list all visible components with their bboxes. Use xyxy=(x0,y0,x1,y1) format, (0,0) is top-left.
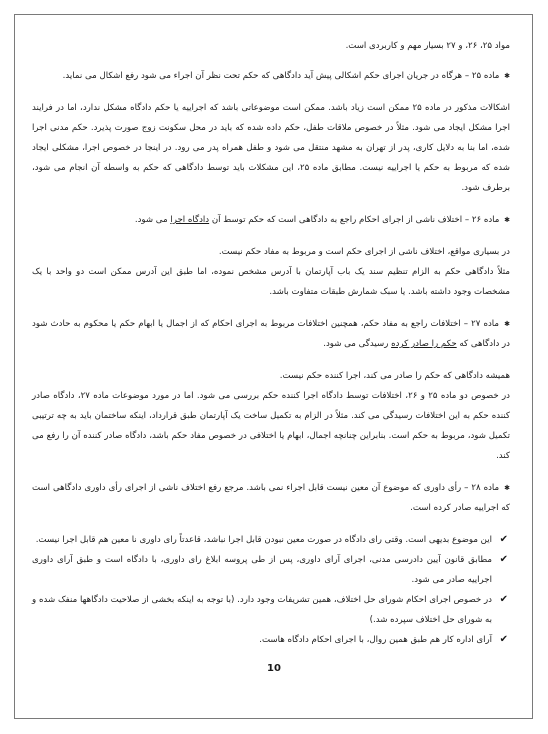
article-25-explanation: اشکالات مذکور در ماده ۲۵ ممکن است زیاد باشد. ممکن است موضوعاتی باشد که اجراییه یا حکم دادگاه مشکل ندارد، اما در فرایند اجرا مشکل ایجاد می شود. مثلاً در خصوص ملاقات طفل، حکم داده شده که باید در محل سکونت زوج صورت پذیرد. حکم مدنی اجرا شده، اما بنا به دلایل کاری، پدر از تهران به مشهد منتقل می شود و طفل همراه پدر می رود. در اینجا در خصوص اجرا، مشکلی ایجاد شده که مربوط به حکم یا اجراییه نیست. مطابق ماده ۲۵، این مشکلات باید توسط دادگاهی که حکم به واسطه آن انجام می شود، برطرف شود. xyxy=(32,103,510,193)
article-27 xyxy=(32,314,510,354)
page-number: 10 xyxy=(267,663,281,674)
list-item-text: این موضوع بدیهی است. وقتی رای دادگاه در صورت معین نبودن قابل اجرا نباشد، قاعدتاً رای داوری نا معین هم قابل اجرا نیست. xyxy=(35,535,492,545)
list-item xyxy=(32,550,510,590)
list-item-text: در خصوص اجرای احکام شورای حل اختلاف، همین تشریفات وجود دارد. (با توجه به اینکه بخشی از صلاحیت دادگاهها منفک شده و به شورای حل اختلاف سپرده شد.) xyxy=(32,595,492,625)
article-26-underlined: دادگاه اجرا xyxy=(170,215,210,225)
checkmark-icon: ✔ xyxy=(499,554,508,565)
article-25 xyxy=(32,66,510,86)
article-27-explanation: در خصوص دو ماده ۲۵ و ۲۶، اختلافات توسط دادگاه اجرا کننده حکم بررسی می شود. اما در مورد موضوعات ماده ۲۷، دادگاه صادر کننده حکم به این اختلافات رسیدگی می کند. مثلاً در الزام به تکمیل ساخت یک آپارتمان طبق قرارداد، اینکه ساختمان باید به چه ترتیبی تکمیل شود، مربوط به حکم است. بنابراین چنانچه اجمال، ابهام یا اختلافی در خصوص مفاد حکم باشد، دادگاه صادر کننده آن را رفع می کند. xyxy=(32,391,511,461)
article-27-underlined: حکم را صادر کرده xyxy=(391,339,457,349)
checkmark-icon: ✔ xyxy=(499,534,508,545)
star-bullet-icon: ✱ xyxy=(504,320,510,328)
document-body xyxy=(32,36,510,650)
list-item-text: آرای اداره کار هم طبق همین روال، با اجرای احکام دادگاه هاست. xyxy=(259,635,492,645)
list-item xyxy=(32,590,510,630)
checkmark-icon: ✔ xyxy=(499,634,508,645)
checklist xyxy=(32,530,510,650)
list-item xyxy=(32,630,510,650)
article-27-text-end: رسیدگی می شود. xyxy=(323,339,392,349)
checkmark-icon: ✔ xyxy=(499,594,508,605)
star-bullet-icon: ✱ xyxy=(504,72,510,80)
article-26-text-end: می شود. xyxy=(134,215,171,225)
article-28-text: ماده ۲۸ – رأی داوری که موضوع آن معین نیست قابل اجراء نمی باشد. مرجع رفع اختلاف ناشی از اجرای رأی داوری دادگاهی است که اجراییه صادر کرده است. xyxy=(32,483,510,513)
intro-paragraph: مواد ۲۵، ۲۶، و ۲۷ بسیار مهم و کاربردی است. xyxy=(345,41,510,51)
article-26-text: ماده ۲۶ – اختلاف ناشی از اجرای احکام راجع به دادگاهی است که حکم توسط آن xyxy=(209,215,500,225)
star-bullet-icon: ✱ xyxy=(504,484,510,492)
article-26-example: مثلاً دادگاهی حکم به الزام تنظیم سند یک باب آپارتمان با آدرس مشخص نموده، اما طبق این آدرس ممکن است دو واحد با یک مشخصات وجود داشته باشد. یا سبک شمارش طبقات متفاوت باشد. xyxy=(32,267,510,297)
article-27-text: ماده ۲۷ – اختلافات راجع به مفاد حکم، همچنین اختلافات مربوط به اجرای احکام که از اجمال یا ابهام حکم یا محکوم به حادث شود در دادگاهی که xyxy=(32,319,510,349)
article-25-text: ماده ۲۵ – هرگاه در جریان اجرای حکم اشکالی پیش آید دادگاهی که حکم تحت نظر آن اجراء می شود رفع اشکال می نماید. xyxy=(62,71,500,81)
article-27-note: همیشه دادگاهی که حکم را صادر می کند، اجرا کننده حکم نیست. xyxy=(279,371,510,381)
list-item-text: مطابق قانون آیین دادرسی مدنی، اجرای آرای داوری، پس از طی پروسه ابلاغ رای داوری، با دادگاه است و طبق آرای داوری اجراییه صادر می شود. xyxy=(32,555,492,585)
list-item xyxy=(32,530,510,550)
star-bullet-icon: ✱ xyxy=(504,216,510,224)
article-26-note: در بسیاری مواقع، اختلاف ناشی از اجرای حکم است و مربوط به مفاد حکم نیست. xyxy=(218,247,510,257)
article-28 xyxy=(32,478,510,518)
article-26 xyxy=(32,210,510,230)
